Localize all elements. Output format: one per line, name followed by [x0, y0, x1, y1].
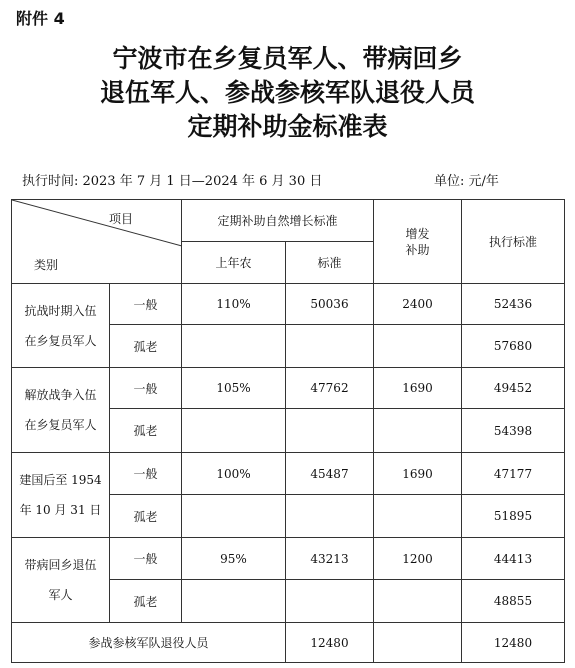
category-cell: [12, 368, 110, 453]
table-row: [12, 368, 565, 409]
title-line-1: 宁波市在乡复员军人、带病回乡: [112, 44, 463, 73]
standard-cell: [286, 325, 374, 368]
title-line-3: 定期补助金标准表: [187, 112, 388, 141]
header-extra-line2: 补助: [405, 242, 430, 257]
exec-cell: 47177: [462, 453, 565, 495]
extra-cell: 2400: [374, 284, 462, 325]
pct-cell: 105%: [182, 368, 286, 409]
standard-cell: 45487: [286, 453, 374, 495]
attachment-label: 附件 4: [16, 9, 65, 28]
table-row: [12, 284, 565, 325]
extra-cell: 1690: [374, 453, 462, 495]
pct-cell: 110%: [182, 284, 286, 325]
exec-cell: 57680: [462, 325, 565, 368]
category-cell: [12, 453, 110, 538]
exec-cell: 44413: [462, 538, 565, 580]
category-cell: [12, 284, 110, 368]
subsidy-standard-table: [11, 199, 565, 663]
header-extra: [374, 200, 462, 284]
standard-cell: 43213: [286, 538, 374, 580]
header-exec: 执行标准: [462, 200, 565, 284]
extra-cell: [374, 495, 462, 538]
header-category: 类别: [34, 258, 59, 272]
standard-cell: [286, 409, 374, 453]
category-line2: 年 10 月 31 日: [19, 503, 102, 517]
sub-type-cell: 孤老: [110, 409, 182, 453]
extra-cell: [374, 325, 462, 368]
sub-type-cell: 孤老: [110, 325, 182, 368]
veterans-standard-cell: 12480: [286, 623, 374, 663]
sub-type-cell: 一般: [110, 368, 182, 409]
diagonal-header-cell: [12, 200, 182, 284]
pct-cell: [182, 325, 286, 368]
sub-type-cell: 一般: [110, 284, 182, 325]
category-line1: 带病回乡退伍: [24, 558, 97, 572]
unit-label: 单位: 元/年: [434, 174, 499, 189]
standard-cell: [286, 580, 374, 623]
sub-type-cell: 孤老: [110, 495, 182, 538]
category-line2: 军人: [48, 588, 73, 602]
category-cell: [12, 538, 110, 623]
pct-cell: [182, 495, 286, 538]
category-line2: 在乡复员军人: [24, 333, 97, 348]
sub-type-cell: 一般: [110, 538, 182, 580]
category-line1: 抗战时期入伍: [24, 303, 97, 318]
header-standard: 标准: [286, 242, 374, 284]
exec-cell: 52436: [462, 284, 565, 325]
standard-cell: [286, 495, 374, 538]
standard-cell: 50036: [286, 284, 374, 325]
header-row-1: [12, 200, 565, 242]
pct-cell: [182, 580, 286, 623]
header-prev-year: 上年农: [182, 242, 286, 284]
header-extra-line1: 增发: [405, 226, 430, 241]
header-item: 项目: [108, 212, 133, 226]
pct-cell: 100%: [182, 453, 286, 495]
sub-type-cell: 一般: [110, 453, 182, 495]
extra-cell: [374, 580, 462, 623]
table-row: [12, 453, 565, 495]
category-line1: 建国后至 1954: [19, 473, 102, 487]
sub-type-cell: 孤老: [110, 580, 182, 623]
title-line-2: 退伍军人、参战参核军队退役人员: [99, 78, 475, 107]
extra-cell: 1200: [374, 538, 462, 580]
pct-cell: 95%: [182, 538, 286, 580]
header-growth-group: 定期补助自然增长标准: [182, 200, 374, 242]
standard-cell: 47762: [286, 368, 374, 409]
exec-cell: 51895: [462, 495, 565, 538]
veterans-extra-cell: [374, 623, 462, 663]
exec-cell: 49452: [462, 368, 565, 409]
table-row-veterans: [12, 623, 565, 663]
extra-cell: [374, 409, 462, 453]
table-row: [12, 538, 565, 580]
exec-cell: 48855: [462, 580, 565, 623]
veterans-exec-cell: 12480: [462, 623, 565, 663]
extra-cell: 1690: [374, 368, 462, 409]
pct-cell: [182, 409, 286, 453]
exec-cell: 54398: [462, 409, 565, 453]
category-line2: 在乡复员军人: [24, 418, 97, 432]
effective-period: 执行时间: 2023 年 7 月 1 日—2024 年 6 月 30 日: [22, 174, 323, 189]
category-line1: 解放战争入伍: [24, 388, 97, 402]
veterans-label-cell: 参战参核军队退役人员: [12, 623, 286, 663]
